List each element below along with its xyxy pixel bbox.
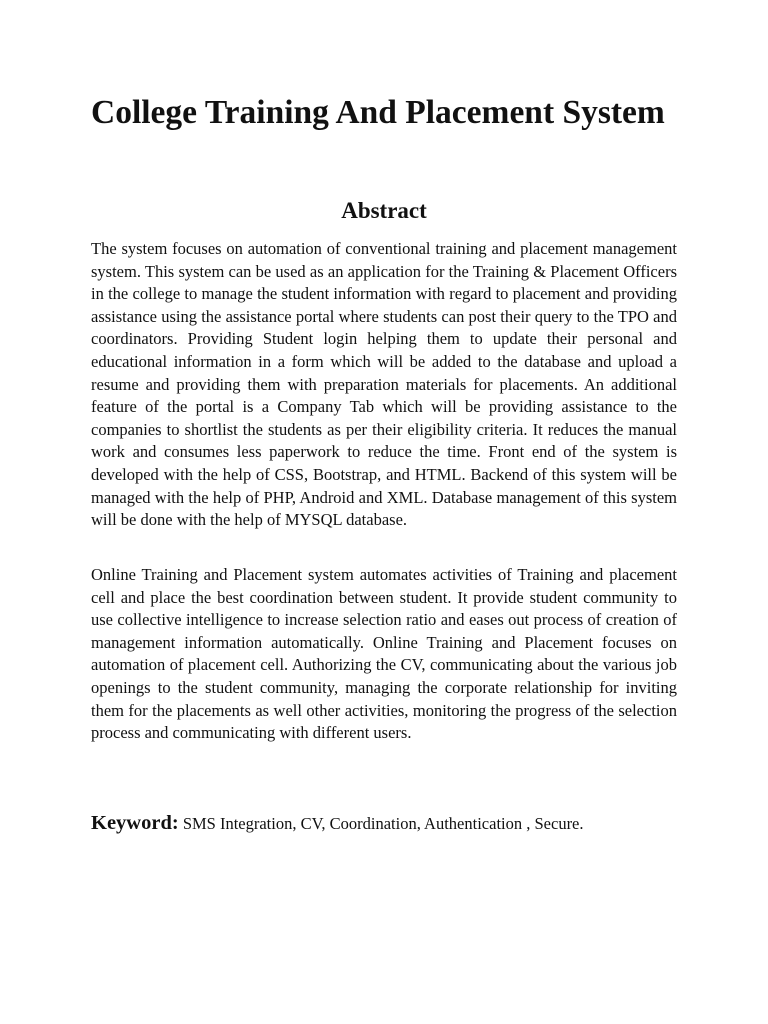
abstract-heading: Abstract [341, 198, 427, 223]
abstract-paragraph-2: Online Training and Placement system automates activities of Training and placement cell and place the best coordination between student. It provide student community to use collective intelligence to increase selection ratio and eases out process of creation of management information automatically. Online Training and Placement focuses on automation of placement cell. Authorizing the CV, communicating about the various job openings to the student community, managing the corporate relationship for inviting them for the placements as well other activities, monitoring the progress of the selection process and communicating with different users. [91, 565, 677, 743]
document-title: College Training And Placement System [91, 94, 665, 131]
keywords-value: SMS Integration, CV, Coordination, Authentication , Secure. [178, 814, 584, 833]
abstract-paragraph-1: The system focuses on automation of conventional training and placement management system. This system can be used as an application for the Training & Placement Officers in the college to manage the student information with regard to placement and providing assistance using the assistance portal where students can post their query to the TPO and coordinators. Providing Student login helping them to update their personal and educational information in a form which will be added to the database and upload a resume and providing them with preparation materials for placements. An additional feature of the portal is a Company Tab which will be providing assistance to the companies to shortlist the students as per their eligibility criteria. It reduces the manual work and consumes less paperwork to reduce the time. Front end of the system is developed with the help of CSS, Bootstrap, and HTML. Backend of this system will be managed with the help of PHP, Android and XML. Database management of this system will be done with the help of MYSQL database. [91, 239, 677, 530]
keywords-label: Keyword: [91, 812, 179, 834]
keywords-line [91, 808, 691, 840]
